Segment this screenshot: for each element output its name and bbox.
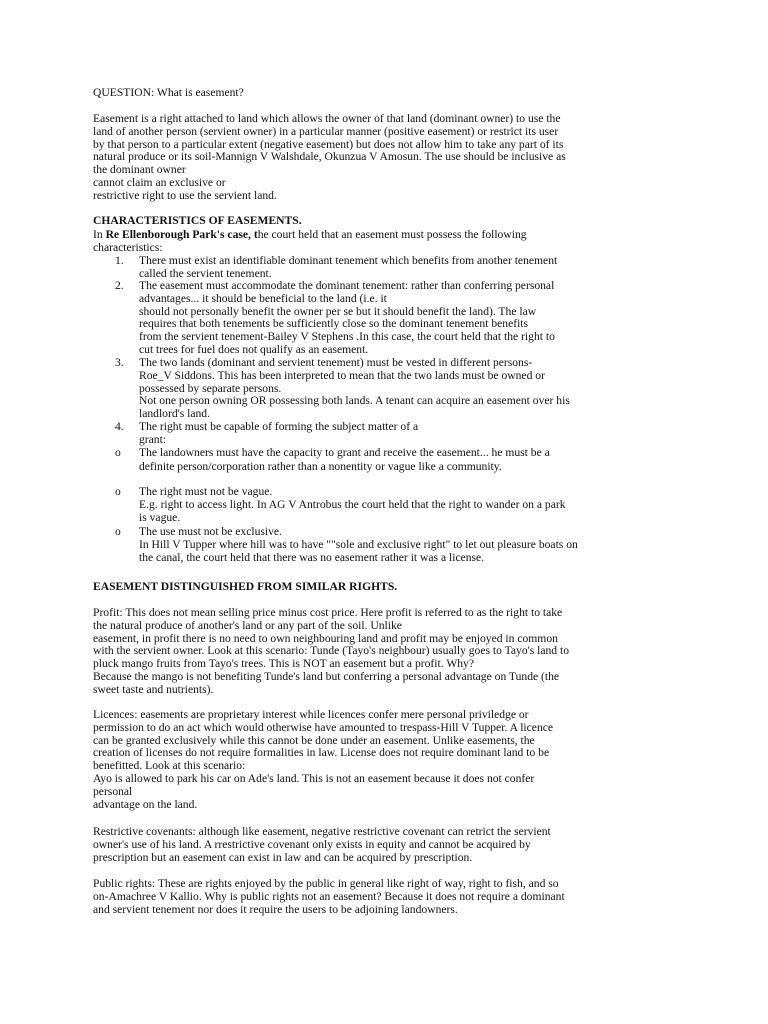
licences-paragraph: [93, 709, 683, 811]
text-line: and servient tenement nor does it require the users to be adjoining landowners.: [93, 902, 458, 916]
intro-paragraph: [93, 113, 683, 203]
text-line: is vague.: [139, 510, 181, 524]
text-line: Public rights: These are rights enjoyed by the public in general like right of way, right to fish, and so: [93, 877, 559, 890]
characteristics-intro: [93, 229, 683, 255]
list-item-text: [139, 447, 685, 474]
text-line: requires that both tenements be sufficiently close so the dominant tenement benefits: [139, 317, 529, 331]
text-line: Ayo is allowed to park his car on Ade's land. This is not an easement because it does not confer: [93, 771, 535, 785]
text-line: from the servient tenement-Bailey V Stephens .In this case, the court held that the right to: [139, 330, 555, 344]
public-rights-paragraph: [93, 878, 683, 916]
text-line: There must exist an identifiable dominant tenement which benefits from another tenement: [139, 254, 558, 267]
list-marker: 3.: [115, 356, 124, 369]
list-marker: 4.: [115, 420, 124, 433]
list-marker: o: [115, 485, 121, 498]
text-line: Not one person owning OR possessing both lands. A tenant can acquire an easement over his: [139, 394, 570, 408]
text-line: pluck mango fruits from Tayo's trees. This is NOT an easement but a profit. Why?: [93, 657, 475, 671]
text-line: grant:: [139, 432, 167, 446]
text-line: cut trees for fuel does not qualify as an easement.: [139, 342, 369, 356]
text-line: Restrictive covenants: although like easement, negative restrictive covenant can retrict the servient: [93, 825, 551, 838]
text-run: In: [93, 228, 106, 241]
text-line: The right must be capable of forming the subject matter of a: [139, 420, 419, 433]
text-line: In Hill V Tupper where hill was to have ""sole and exclusive right" to let out pleasure boats on: [139, 537, 578, 551]
text-line: Roe_V Siddons. This has been interpreted to mean that the two lands must be owned or: [139, 368, 545, 382]
distinguished-heading: EASEMENT DISTINGUISHED FROM SIMILAR RIGHTS.: [93, 580, 398, 593]
text-line: advantages... it should be beneficial to the land (i.e. it: [139, 291, 387, 305]
text-line: land of another person (servient owner) in a particular manner (positive easement) or restrict its user: [93, 124, 559, 138]
text-line: The right must not be vague.: [139, 485, 273, 498]
characteristics-heading: CHARACTERISTICS OF EASEMENTS.: [93, 214, 302, 227]
question-heading: QUESTION: What is easement?: [93, 86, 244, 99]
list-item-text: [139, 357, 685, 421]
text-line: sweet taste and nutrients).: [93, 682, 214, 696]
text-line: permission to do an act which would otherwise have amounted to trespass-Hill V Tupper. A licence: [93, 720, 554, 734]
text-line: by that person to a particular extent (negative easement) but does not allow him to take any part of its: [93, 137, 564, 151]
profit-paragraph: [93, 607, 683, 697]
text-line: The two lands (dominant and servient tenement) must be vested in different persons-: [139, 356, 533, 369]
list-item-text: [139, 526, 685, 564]
text-line: benefitted. Look at this scenario:: [93, 759, 246, 773]
text-line: Profit: This does not mean selling price minus cost price. Here profit is referred to as the right to take: [93, 606, 563, 619]
text-line: creation of licenses do not require formalities in law. License does not require dominant land to be: [93, 746, 550, 760]
text-line: The landowners must have the capacity to grant and receive the easement... he must be a: [139, 446, 550, 459]
text-line: on-Amachree V Kallio. Why is public rights not an easement? Because it does not require a dominant: [93, 889, 565, 903]
list-item-text: [139, 421, 685, 447]
text-line: can be granted exclusively while this cannot be done under an easement. Unlike easements, the: [93, 733, 535, 747]
text-line: [93, 229, 683, 242]
list-item-text: [139, 486, 685, 524]
text-line: Easement is a right attached to land which allows the owner of that land (dominant owner) to use the: [93, 112, 561, 125]
text-line: cannot claim an exclusive or: [93, 175, 226, 189]
text-line: prescription but an easement can exist in law and can be acquired by prescription.: [93, 850, 473, 864]
text-line: the dominant owner: [93, 163, 186, 177]
text-line: characteristics:: [93, 240, 163, 254]
text-line: the canal, the court held that there was no easement rather it was a license.: [139, 550, 485, 564]
text-line: with the servient owner. Look at this scenario: Tunde (Tayo's neighbour) usually goes to Tayo's land to: [93, 644, 570, 658]
case-name: Re Ellenborough Park's case, t: [105, 228, 258, 241]
text-line: The easement must accommodate the dominant tenement: rather than conferring personal: [139, 279, 555, 292]
text-line: definite person/corporation rather than a nonentity or vague like a community.: [139, 459, 502, 473]
list-marker: o: [115, 446, 121, 459]
text-line: advantage on the land.: [93, 797, 198, 811]
text-run: he court held that an easement must possess the following: [257, 228, 527, 241]
text-line: should not personally benefit the owner per se but it should benefit the land). The law: [139, 304, 537, 318]
text-line: Because the mango is not benefiting Tunde's land but conferring a personal advantage on Tunde (the: [93, 669, 560, 683]
text-line: easement, in profit there is no need to own neighbouring land and profit may be enjoyed in common: [93, 631, 558, 645]
list-item-text: [139, 255, 685, 281]
list-item-text: [139, 280, 685, 357]
list-marker: o: [115, 525, 121, 538]
text-line: owner's use of his land. A rrestrictive covenant only exists in equity and cannot be acquired by: [93, 837, 531, 851]
text-line: E.g. right to access light. In AG V Antrobus the court held that the right to wander on a park: [139, 497, 566, 511]
text-line: natural produce or its soil-Mannign V Walshdale, Okunzua V Amosun. The use should be inclusive as: [93, 150, 566, 164]
text-line: The use must not be exclusive.: [139, 525, 282, 538]
text-line: landlord's land.: [139, 407, 210, 421]
text-line: personal: [93, 784, 133, 798]
text-line: the natural produce of another's land or any part of the soil. Unlike: [93, 618, 402, 632]
text-line: Licences: easements are proprietary interest while licences confer mere personal priviledge or: [93, 708, 529, 721]
text-line: called the servient tenement.: [139, 266, 272, 280]
list-marker: 2.: [115, 279, 124, 292]
covenants-paragraph: [93, 826, 683, 864]
list-marker: 1.: [115, 254, 124, 267]
text-line: possessed by separate persons.: [139, 381, 282, 395]
text-line: restrictive right to use the servient land.: [93, 188, 277, 202]
